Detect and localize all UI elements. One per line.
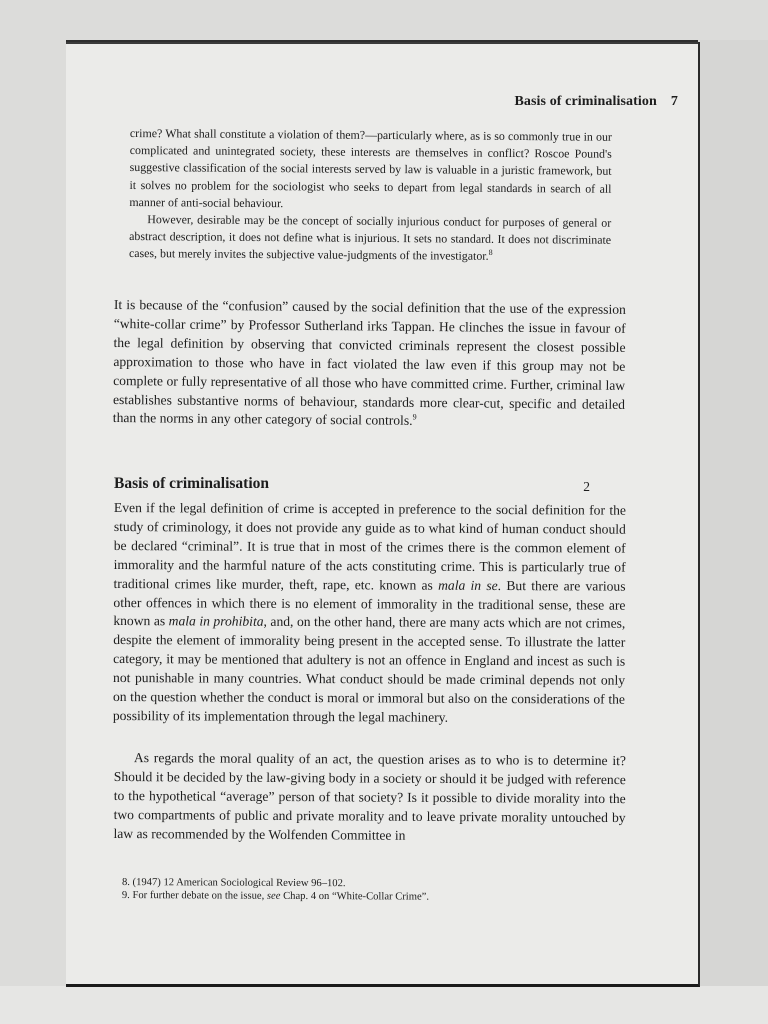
footnote-9-part-a: 9. For further debate on the issue, [121,890,267,903]
body-paragraph-2-part-a: Even if the legal definition of crime is accepted in preference to the social definition for the study of criminology, it does not provide any guide as to what kind of human conduct should be declared “criminal”. It is true that in most of the crimes there is the common element of immorality and the harmful nature of the acts constituting crime. This is particularly true of traditional crimes like murder, theft, rape, etc. known as [113,500,626,593]
book-page [66,42,700,987]
footnote-8: 8. (1947) 12 American Sociological Review 96–102. [121,877,346,890]
page-number: 7 [670,94,678,109]
scan-background-right [700,40,768,990]
quote-paragraph-2 [129,211,611,266]
body-paragraph-1 [113,296,626,433]
section-number: 2 [583,479,590,494]
running-header-title: Basis of criminalisation [514,94,657,109]
page-top-edge [66,40,698,42]
footnote-9 [122,889,622,905]
body-paragraph-1-text: It is because of the “confusion” caused by the social definition that the use of the expression “white-collar crime” by Professor Sutherland irks Tappan. He clinches the issue in favour of the legal definition by observing that convicted criminals represent the closest possible approximation to those who have in fact violated the law even if this group may not be complete or fully representative of all those who have committed crime. Further, criminal law establishes substantive norms of behaviour, standards more clear-cut, specific and detailed than the norms in any other category of social controls. [112,296,626,429]
footnote-9-part-b: Chap. 4 on “White-Collar Crime”. [280,891,430,904]
body-paragraph-3: As regards the moral quality of an act, the question arises as to who is to determine it? Should it be decided by the law-giving body in a society or should it be judged with reference to the hypothetical “average” person of that society? Is it possible to divide morality into the two compartments of public and private morality and to leave private morality untouched by law as recommended by the Wolfenden Committee in [113,750,626,843]
block-quote [129,125,612,266]
quote-paragraph-2-text: However, desirable may be the concept of socially injurious conduct for purposes of general or abstract description, it does not define what is injurious. It sets no standard. It does not discriminate cases, but merely invites the subjective value-judgments of the investigator. [128,212,612,264]
scan-background-bottom [0,986,768,1024]
body-paragraph-2-part-c: , and, on the other hand, there are many acts which are not crimes, despite the element of immorality being present in the accepted sense. To illustrate the latter category, it may be mentioned that adultery is not an offence in England and incest as such is not punishable in many countries. What conduct should be made criminal depends not only on the question whether the conduct is moral or immoral but also on the considerations of the possibility of its implementation through the legal machinery. [112,614,626,725]
term-mala-in-se: mala in se [438,577,498,593]
footnote-9-see: see [266,891,281,903]
footnote-ref-8: 8 [488,248,493,258]
footnote-ref-9: 9 [412,412,417,422]
body-paragraph-2-part-b: . But there are various other offences in which there is no element of immorality in the traditional sense, these are known as [113,577,626,629]
running-header [514,94,678,110]
body-paragraph-2 [113,499,626,729]
quote-paragraph-1: crime? What shall constitute a violation of them?—particularly where, as is so commonly true in our complicated and unintegrated society, these interests are themselves in conflict? Roscoe Pound's suggestive classification of the social interests served by law is valuable in a juristic framework, but it solves no problem for the sociologist who seeks to depart from legal standards in search of all manner of anti-social behaviour. [129,125,612,211]
section-heading: Basis of criminalisation [114,475,270,492]
footnotes [122,876,622,905]
term-mala-in-prohibita: mala in prohibita [168,613,264,630]
